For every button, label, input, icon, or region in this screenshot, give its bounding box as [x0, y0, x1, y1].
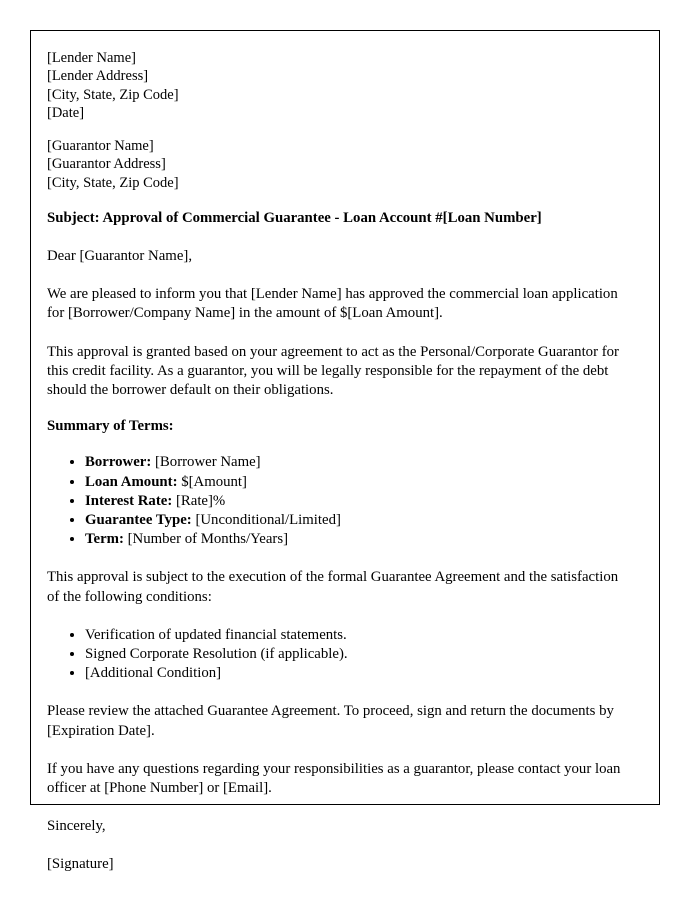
paragraph-contact: If you have any questions regarding your responsibilities as a guarantor, please contact your loan officer at [Phone Number] or [Email].	[47, 760, 621, 796]
term-label: Borrower:	[85, 454, 152, 471]
term-label: Interest Rate:	[85, 492, 173, 509]
spacer-after-paragraph-5	[47, 798, 627, 817]
terms-heading: Summary of Terms:	[47, 418, 174, 435]
guarantor-address: [Guarantor Address]	[47, 156, 166, 173]
list-item	[85, 453, 627, 472]
lender-address-block	[47, 49, 627, 122]
paragraph-conditions-intro: This approval is subject to the execution of the formal Guarantee Agreement and the satisfaction of the following conditions:	[47, 569, 619, 605]
spacer-after-closing	[47, 836, 627, 855]
list-item	[85, 511, 627, 530]
document-body	[47, 49, 627, 875]
spacer-after-terms-heading	[47, 436, 627, 453]
spacer-after-guarantor	[47, 192, 627, 209]
term-value: [Rate]%	[175, 492, 226, 509]
guarantor-name: [Guarantor Name]	[47, 138, 154, 155]
list-item: • Verification of updated financial statements.	[85, 626, 627, 645]
spacer-after-paragraph-3	[47, 607, 627, 626]
list-item	[85, 492, 627, 511]
term-value: [Unconditional/Limited]	[195, 511, 341, 528]
term-value: $[Amount]	[181, 473, 247, 490]
list-item: • Signed Corporate Resolution (if applicable).	[85, 645, 627, 664]
paragraph-guarantor-responsibility: This approval is granted based on your agreement to act as the Personal/Corporate Guarantor for this credit facility. As a guarantor, you will be legally responsible for the repayment of the debt should the borrower default on their obligations.	[47, 343, 619, 399]
spacer-after-salutation	[47, 266, 627, 285]
lender-name: [Lender Name]	[47, 50, 136, 66]
spacer-after-paragraph-2	[47, 400, 627, 417]
signature-line: [Signature]	[47, 856, 114, 873]
spacer-after-paragraph-4	[47, 741, 627, 760]
lender-city-state-zip: [City, State, Zip Code]	[47, 86, 179, 103]
terms-list	[47, 453, 627, 549]
paragraph-approval: We are pleased to inform you that [Lender Name] has approved the commercial loan application for [Borrower/Company Name] in the amount of $[Loan Amount].	[47, 286, 618, 322]
list-item: • [Additional Condition]	[85, 664, 627, 683]
spacer-after-terms-list	[47, 549, 627, 568]
conditions-list	[47, 626, 627, 684]
term-label: Guarantee Type:	[85, 511, 192, 528]
spacer-after-paragraph-1	[47, 324, 627, 343]
list-item	[85, 473, 627, 492]
paragraph-review-agreement: Please review the attached Guarantee Agreement. To proceed, sign and return the documents by [Expiration Date].	[47, 703, 614, 739]
term-label: Term:	[85, 531, 124, 548]
guarantor-city-state-zip: [City, State, Zip Code]	[47, 174, 179, 191]
document-sheet	[30, 30, 660, 873]
subject-line: Subject: Approval of Commercial Guarantee - Loan Account #[Loan Number]	[47, 210, 542, 227]
term-value: [Number of Months/Years]	[127, 531, 289, 548]
closing: Sincerely,	[47, 818, 106, 835]
term-label: Loan Amount:	[85, 473, 178, 490]
list-item	[85, 530, 627, 549]
guarantor-address-block	[47, 137, 627, 192]
letter-date: [Date]	[47, 104, 85, 121]
spacer-after-lender	[47, 122, 627, 137]
term-value: [Borrower Name]	[155, 454, 261, 471]
spacer-after-subject	[47, 228, 627, 247]
spacer-after-conditions	[47, 683, 627, 702]
salutation: Dear [Guarantor Name],	[47, 248, 193, 265]
lender-address: [Lender Address]	[47, 68, 149, 85]
